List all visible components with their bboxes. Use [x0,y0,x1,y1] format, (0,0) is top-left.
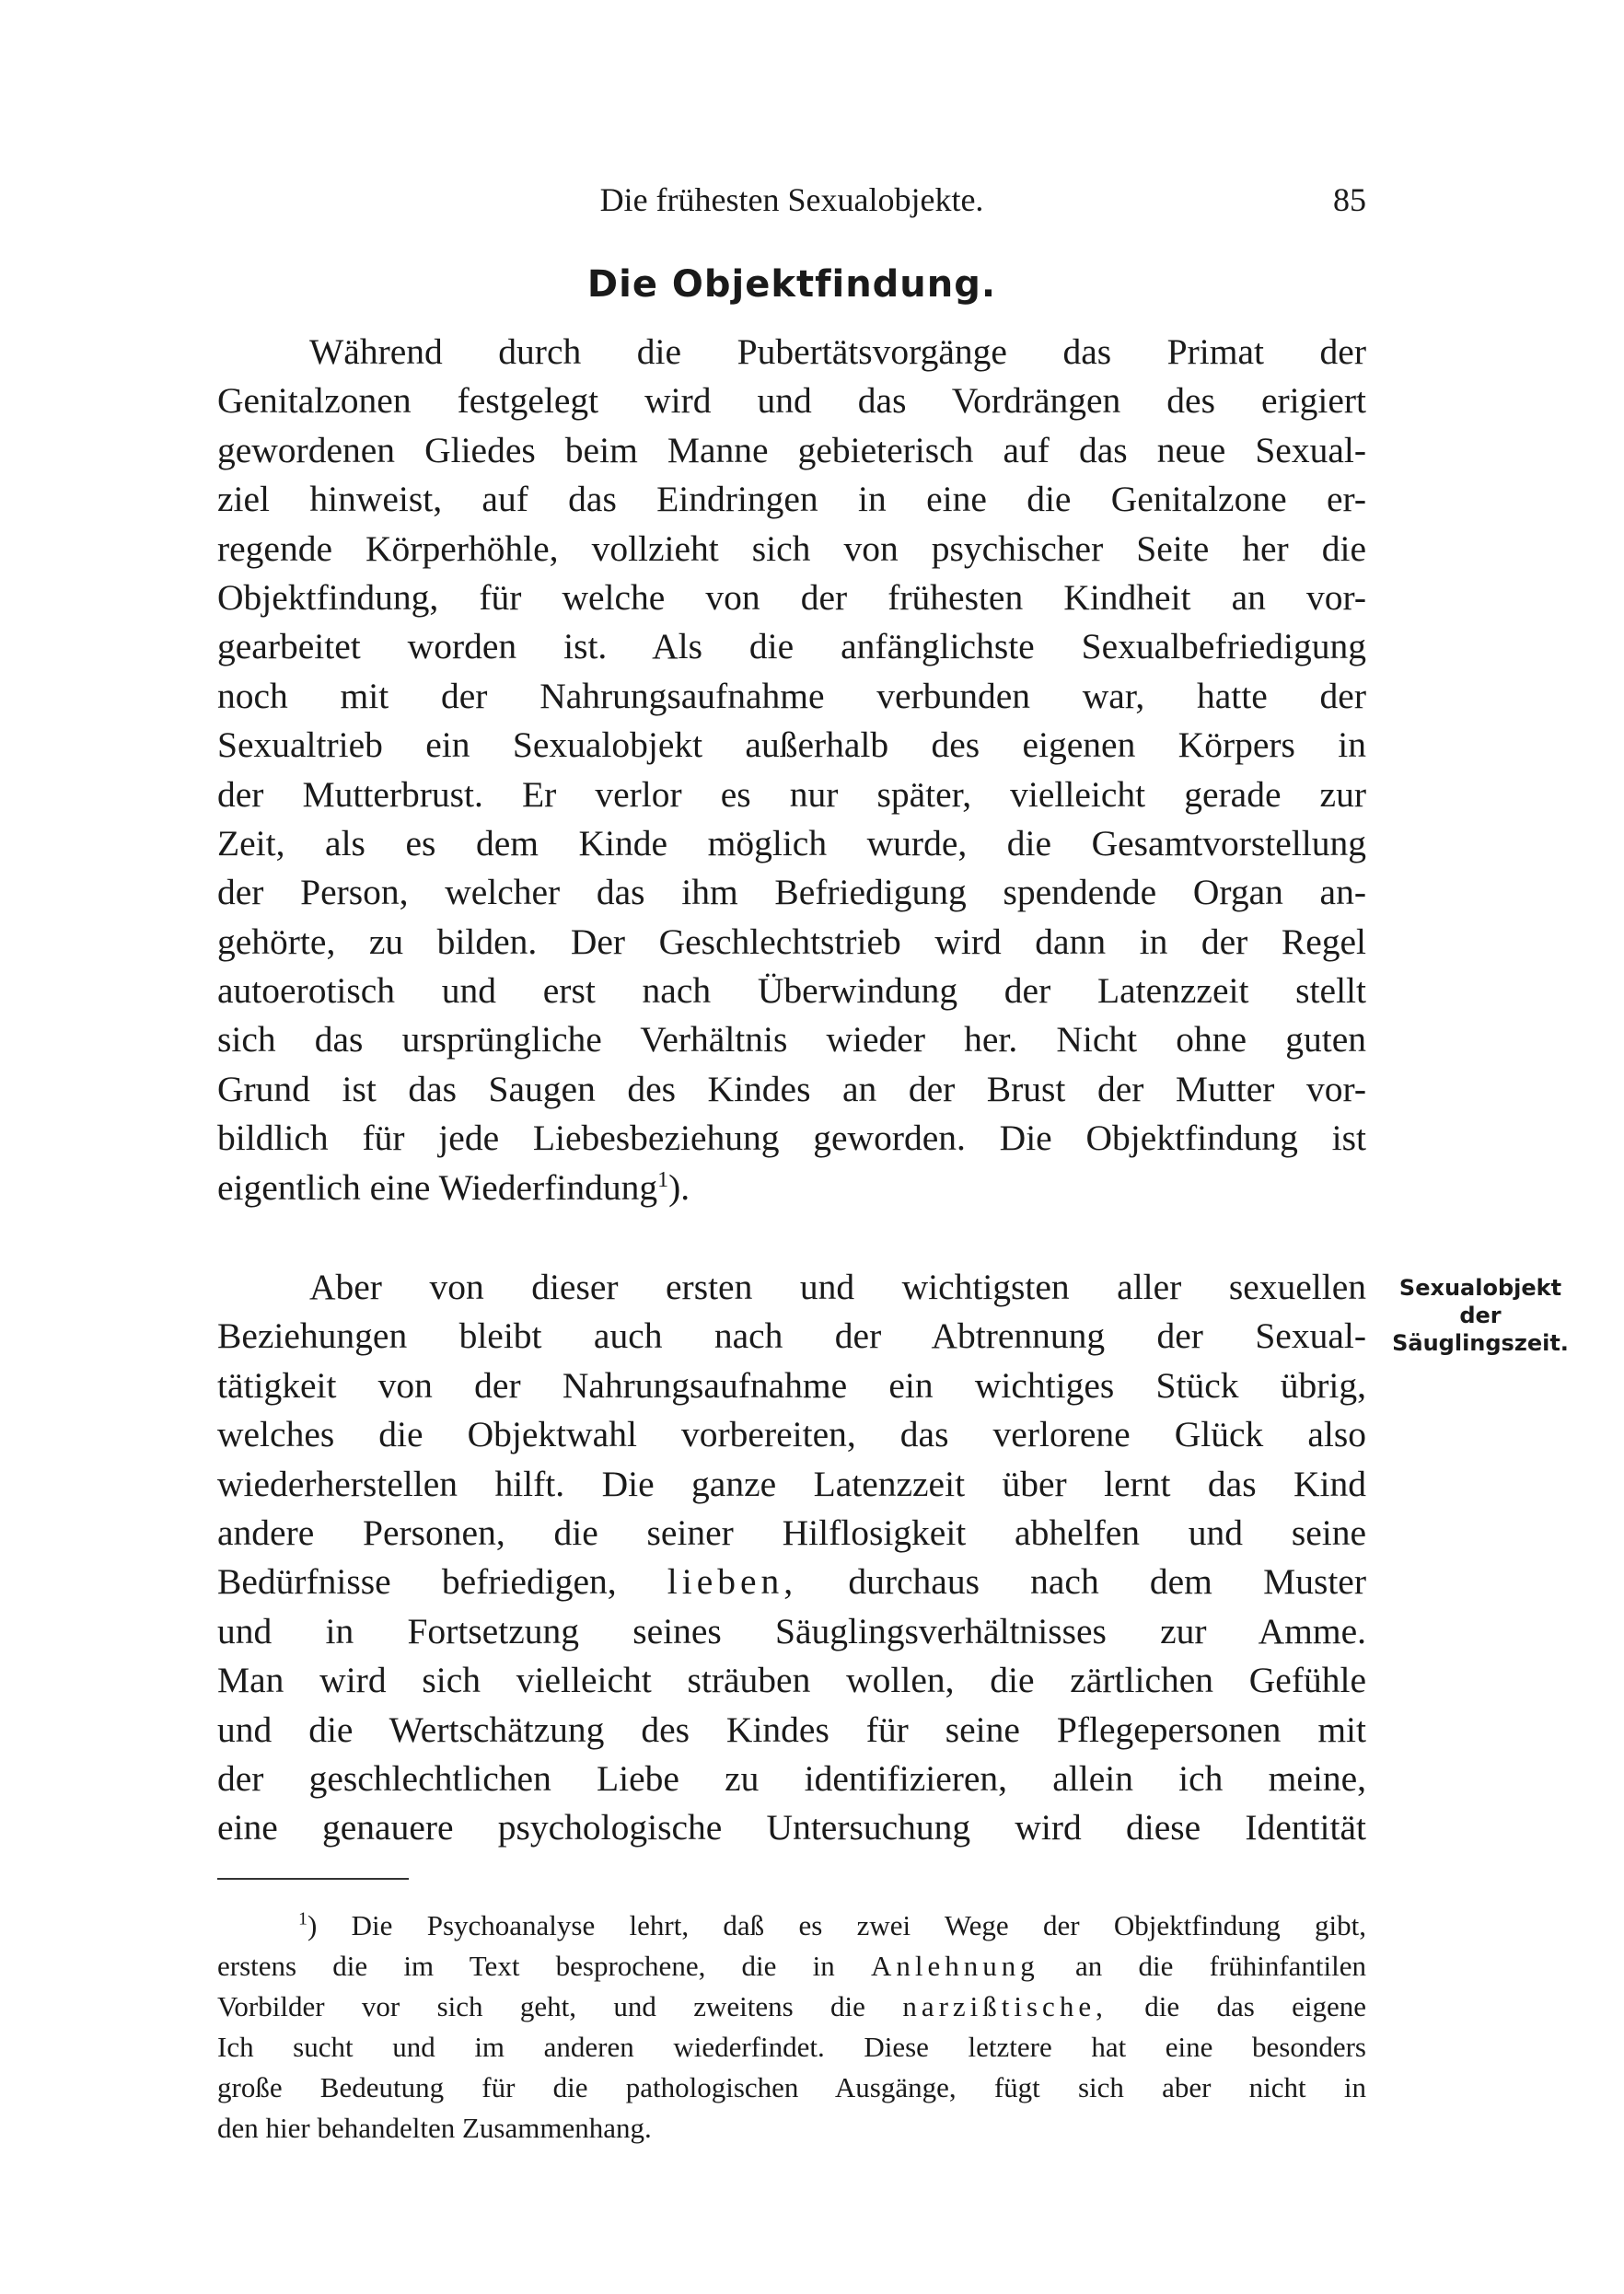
text-line: Man wird sich vielleicht sträuben wollen, die zärtlichen Gefühle [217,1660,1366,1701]
margin-note-line: der [1459,1303,1502,1328]
text-line [217,1558,1366,1606]
footnote [217,1906,1366,2149]
last-line-end: ). [668,1166,690,1208]
text-line [217,1164,1366,1212]
running-header [217,180,1366,226]
text-line: und die Wertschätzung des Kindes für seine Pflegepersonen mit [217,1709,1366,1750]
line-segment: die das eigene [1144,1990,1367,2022]
text-line: gehörte, zu bilden. Der Geschlechtstrieb wird dann in der Regel [217,921,1366,962]
text-line: Aber von dieser ersten und wichtigsten aller sexuellen [309,1267,1366,1307]
text-line: bildlich für jede Liebesbeziehung geworden. Die Objektfindung ist [217,1118,1366,1159]
line-segment: durchaus nach dem Muster [848,1561,1366,1603]
text-line: tätigkeit von der Nahrungsaufnahme ein wichtiges Stück übrig, [217,1364,1366,1406]
section-heading: Die Objektfindung. [586,263,997,306]
text-line: Beziehungen bleibt auch nach der Abtrennung der Sexual- [217,1315,1366,1357]
line-segment: an die frühinfantilen [1075,1950,1367,1982]
page-number: 85 [1333,181,1366,218]
footnote-divider [217,1878,409,1880]
footnote-line: Ich sucht und im anderen wiederfindet. Diese letztere hat eine besonders [217,2031,1366,2063]
text-line: sich das ursprüngliche Verhältnis wieder her. Nicht ohne guten [217,1019,1366,1060]
text-line: Während durch die Pubertätsvorgänge das Primat der [309,331,1366,372]
footnote-line [217,1987,1366,2027]
text-line: ziel hinweist, auf das Eindringen in eine die Genitalzone er- [217,479,1366,520]
text-line: der geschlechtlichen Liebe zu identifizieren, allein ich meine, [217,1757,1366,1799]
text-line: welches die Objektwahl vorbereiten, das verlorene Glück also [217,1414,1366,1455]
text-line: gewordenen Gliedes beim Manne gebieterisch auf das neue Sexual- [217,429,1366,470]
emphasized-word: lieben, [667,1561,798,1603]
emphasized-word: Anlehnung [871,1950,1039,1982]
text-line: Objektfindung, für welche von der frühesten Kindheit an vor- [217,576,1366,618]
emphasized-word: narzißtische, [902,1990,1108,2022]
text-line: noch mit der Nahrungsaufnahme verbunden war, hatte der [217,675,1366,716]
footnote-number: 1 [298,1908,307,1929]
line-segment: Vorbilder vor sich geht, und zweitens die [217,1990,865,2022]
running-title: Die frühesten Sexualobjekte. [599,181,984,218]
text-line: andere Personen, die seiner Hilflosigkeit abhelfen und seine [217,1512,1366,1553]
footnote-line: den hier behandelten Zusammenhang. [217,2112,652,2144]
text-line: Genitalzonen festgelegt wird und das Vordrängen des erigiert [217,380,1366,422]
footnote-reference: 1 [657,1167,669,1192]
text-line: wiederherstellen hilft. Die ganze Latenzzeit über lernt das Kind [217,1463,1366,1504]
text-line: Sexualtrieb ein Sexualobjekt außerhalb des eigenen Körpers in [217,724,1366,766]
text-line: der Person, welcher das ihm Befriedigung spendende Organ an- [217,872,1366,913]
line-segment: erstens die im Text besprochene, die in [217,1950,835,1982]
footnote-line: große Bedeutung für die pathologischen Ausgänge, fügt sich aber nicht in [217,2071,1366,2103]
text-line: gearbeitet worden ist. Als die anfänglichste Sexualbefriedigung [217,626,1366,667]
text-line: Grund ist das Saugen des Kindes an der Brust der Mutter vor- [217,1068,1366,1109]
text-line: und in Fortsetzung seines Säuglingsverhältnisses zur Amme. [217,1610,1366,1651]
text-line: der Mutterbrust. Er verlor es nur später, vielleicht gerade zur [217,773,1366,815]
line-segment: Bedürfnisse befriedigen, [217,1561,617,1603]
text-line: regende Körperhöhle, vollzieht sich von psychischer Seite her die [217,527,1366,569]
paragraph-infant-sexual-object [217,1263,1366,1853]
margin-note-line: Sexualobjekt [1398,1275,1562,1301]
paragraph-object-finding [217,328,1366,1212]
text-line: autoerotisch und erst nach Überwindung der Latenzzeit stellt [217,970,1366,1012]
text-line: eine genauere psychologische Untersuchung wird diese Identität [217,1807,1366,1848]
last-line-text: eigentlich eine Wiederfindung [217,1166,658,1208]
footnote-line [217,1946,1366,1987]
text-line: Zeit, als es dem Kinde möglich wurde, die Gesamtvorstellung [217,822,1366,863]
margin-note-line: Säuglingszeit. [1392,1330,1569,1356]
margin-note [1374,1274,1587,1357]
line-segment: ) Die Psychoanalyse lehrt, daß es zwei Wege der Objektfindung gibt, [307,1909,1366,1941]
footnote-line [217,1906,1366,1946]
